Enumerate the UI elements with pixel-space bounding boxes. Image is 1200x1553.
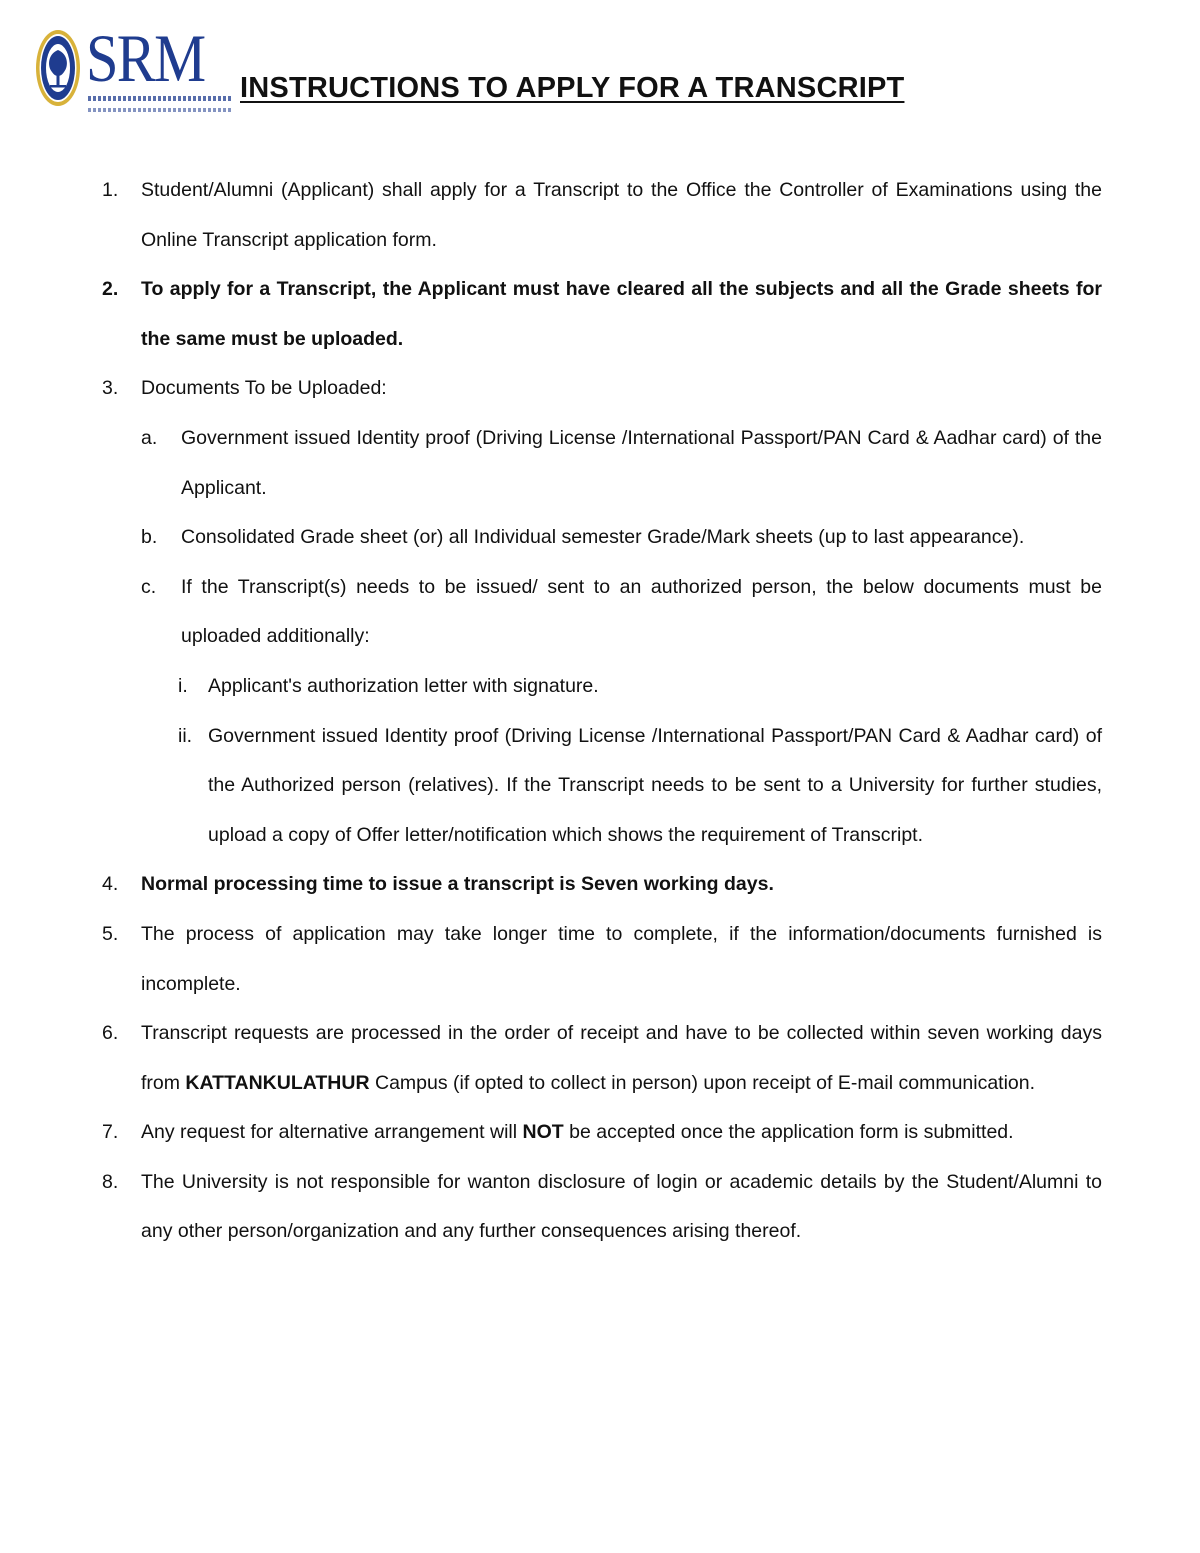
list-item-4 <box>102 860 1102 910</box>
list-item-1 <box>102 166 1102 265</box>
list-item-text-start: Transcript requests are processed in the order of receipt and have to be collected within seven working days from <box>141 1022 1102 1094</box>
sub-item-a <box>141 414 1102 513</box>
list-number: 5. <box>102 922 119 945</box>
list-letter: a. <box>141 426 158 449</box>
list-number: 8. <box>102 1170 119 1193</box>
logo-wordmark: SRM <box>86 20 205 96</box>
list-item-text: Normal processing time to issue a transcript is Seven working days. <box>141 873 774 896</box>
sub-sub-item-i <box>178 662 1102 712</box>
list-item-7 <box>102 1108 1102 1158</box>
list-item-text: The process of application may take longer time to complete, if the information/documents furnished is incomplete. <box>141 922 1102 995</box>
list-item-text-end: Campus (if opted to collect in person) upon receipt of E-mail communication. <box>374 1071 1036 1094</box>
list-number: 3. <box>102 377 119 400</box>
list-number: 1. <box>102 179 119 201</box>
sub-sub-item-text: Government issued Identity proof (Driving License /International Passport/PAN Card & Aadhar card) of the Authorized person (relatives). If the Transcript needs to be sent to a University for further studies, upload a copy of Offer letter/notification which shows the requirement of Transcript. <box>208 724 1102 846</box>
srm-logo <box>34 20 205 120</box>
list-number: 6. <box>102 1022 119 1045</box>
list-item-6 <box>102 1009 1102 1108</box>
sub-item-text: Government issued Identity proof (Driving License /International Passport/PAN Card & Aadhar card) of the Applicant. <box>181 426 1102 499</box>
sub-item-text: Consolidated Grade sheet (or) all Individual semester Grade/Mark sheets (up to last appearance). <box>181 526 1025 549</box>
emphasis-not: NOT <box>522 1121 564 1144</box>
logo-tagline <box>88 96 232 101</box>
list-number: 4. <box>102 873 119 896</box>
list-letter: b. <box>141 526 158 549</box>
instruction-list <box>0 166 1200 1257</box>
list-item-5 <box>102 910 1102 1009</box>
list-roman: ii. <box>178 724 193 747</box>
list-number: 2. <box>102 278 119 301</box>
campus-name: KATTANKULATHUR <box>185 1071 370 1094</box>
sub-item-b <box>141 513 1102 563</box>
list-letter: c. <box>141 575 157 598</box>
list-roman: i. <box>178 674 188 697</box>
sub-item-text: If the Transcript(s) needs to be issued/ sent to an authorized person, the below documents must be uploaded additionally: <box>181 575 1102 648</box>
list-item-8 <box>102 1158 1102 1257</box>
list-item-2 <box>102 265 1102 364</box>
list-item-text-end: be accepted once the application form is submitted. <box>569 1121 1014 1144</box>
list-item-text: Documents To be Uploaded: <box>141 377 387 400</box>
university-seal-icon <box>34 28 82 108</box>
logo-subtagline <box>88 108 232 112</box>
page-title: INSTRUCTIONS TO APPLY FOR A TRANSCRIPT <box>240 72 905 104</box>
list-item-text: The University is not responsible for wanton disclosure of login or academic details by the Student/Alumni to any other person/organization and any further consequences arising thereof. <box>141 1170 1102 1243</box>
sub-item-c <box>141 563 1102 662</box>
sub-sub-item-text: Applicant's authorization letter with signature. <box>208 674 599 697</box>
list-item-text: Student/Alumni (Applicant) shall apply for a Transcript to the Office the Controller of Examinations using the Online Transcript application form. <box>141 179 1102 251</box>
sub-sub-item-ii <box>178 712 1102 861</box>
list-item-text-start: Any request for alternative arrangement will <box>141 1121 518 1144</box>
list-item-text: To apply for a Transcript, the Applicant must have cleared all the subjects and all the Grade sheets for the same must be uploaded. <box>141 278 1102 350</box>
list-item-3 <box>102 364 1102 414</box>
list-number: 7. <box>102 1121 119 1144</box>
